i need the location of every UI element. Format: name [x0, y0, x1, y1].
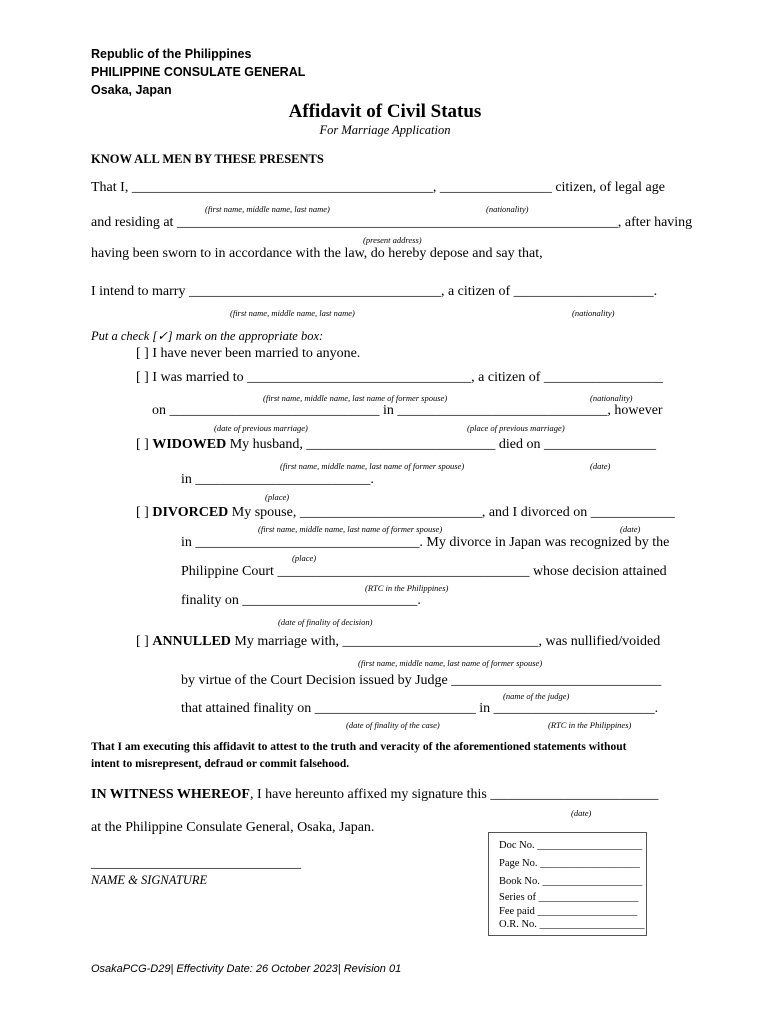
footer-text: OsakaPCG-D29| Effectivity Date: 26 October 2023| Revision 01 [91, 963, 402, 975]
divorced-label-finality: (date of finality of decision) [278, 617, 373, 627]
married-label-place: (place of previous marriage) [467, 423, 565, 433]
or-no-field[interactable]: O.R. No. ____________________ [499, 919, 645, 930]
widowed-keyword: WIDOWED [152, 437, 227, 452]
married-label-spouse: (first name, middle name, last name of former spouse) [263, 393, 448, 403]
annulled-finality-text: that attained finality on _______________________ in _______________________. [181, 701, 659, 716]
option-annulled[interactable] [136, 634, 660, 650]
witness-text [91, 787, 658, 803]
signature-line[interactable]: ______________________________ [91, 856, 301, 871]
p2-text: and residing at _______________________________________________________________, after having [91, 215, 693, 230]
annulled-keyword: ANNULLED [152, 634, 231, 649]
divorced-in-text: in ________________________________. My divorce in Japan was recognized by the [181, 535, 670, 550]
widowed-label-place: (place) [265, 492, 290, 502]
book-no-field[interactable]: Book No. ___________________ [499, 876, 643, 887]
annulled-label-rtc: (RTC in the Philippines) [548, 720, 632, 730]
divorced-label-spouse: (first name, middle name, last name of former spouse) [258, 524, 443, 534]
header-line2: PHILIPPINE CONSULATE GENERAL [91, 65, 306, 79]
witness-body: , I have hereunto affixed my signature this ________________________ [249, 787, 659, 802]
divorced-label-date: (date) [620, 524, 641, 534]
check-instruction: Put a check [✓] mark on the appropriate box: [91, 329, 324, 343]
widowed-text: My husband, ___________________________ died on ________________ [226, 437, 656, 452]
option-was-married[interactable]: [ ] I was married to ________________________________, a citizen of _________________ [136, 370, 663, 385]
divorced-text: My spouse, __________________________, and I divorced on ____________ [228, 505, 675, 520]
witness-label-date: (date) [571, 808, 592, 818]
widowed-in-text: in _________________________. [181, 472, 374, 487]
annulled-label-judge: (name of the judge) [503, 691, 570, 701]
p2-label-address: (present address) [363, 235, 422, 245]
notarial-details-box [488, 832, 647, 936]
annulled-bracket: [ ] [136, 634, 149, 649]
page-title: Affidavit of Civil Status [288, 101, 482, 122]
signature-label: NAME & SIGNATURE [91, 873, 208, 887]
divorced-label-rtc: (RTC in the Philippines) [365, 583, 449, 593]
widowed-label-date: (date) [590, 461, 611, 471]
option-widowed[interactable] [136, 437, 656, 453]
witness-location: at the Philippine Consulate General, Osaka, Japan. [91, 820, 375, 835]
p4-label-name: (first name, middle name, last name) [230, 308, 355, 318]
divorced-keyword: DIVORCED [152, 505, 229, 520]
married-label-date: (date of previous marriage) [214, 423, 308, 433]
header-line1: Republic of the Philippines [91, 47, 252, 61]
intro-heading: KNOW ALL MEN BY THESE PRESENTS [91, 152, 324, 166]
statement-line1: That I am executing this affidavit to attest to the truth and veracity of the aforementioned statements without [91, 741, 627, 753]
annulled-label-finality: (date of finality of the case) [346, 720, 440, 730]
divorced-court-text: Philippine Court ____________________________________ whose decision attained [181, 564, 667, 579]
p4-text: I intend to marry ____________________________________, a citizen of ____________________. [91, 284, 658, 299]
p1-label-name: (first name, middle name, last name) [205, 204, 330, 214]
annulled-label-spouse: (first name, middle name, last name of former spouse) [358, 658, 543, 668]
doc-no-field[interactable]: Doc No. ____________________ [499, 840, 643, 851]
married-on-text: on ______________________________ in ______________________________, however [152, 403, 663, 418]
divorced-label-place: (place) [292, 553, 317, 563]
p1-text: That I, ___________________________________________, ________________ citizen, of legal age [91, 180, 665, 195]
series-of-field[interactable]: Series of ___________________ [499, 892, 639, 903]
divorced-bracket: [ ] [136, 505, 149, 520]
page-subtitle: For Marriage Application [319, 123, 451, 137]
married-label-nationality: (nationality) [590, 393, 633, 403]
widowed-bracket: [ ] [136, 437, 149, 452]
option-divorced[interactable] [136, 505, 675, 521]
widowed-label-spouse: (first name, middle name, last name of former spouse) [280, 461, 465, 471]
p4-label-nationality: (nationality) [572, 308, 615, 318]
fee-paid-field[interactable]: Fee paid ___________________ [499, 906, 638, 917]
divorced-finality-text: finality on _________________________. [181, 593, 421, 608]
p3-text: having been sworn to in accordance with the law, do hereby depose and say that, [91, 246, 543, 261]
header-line3: Osaka, Japan [91, 83, 172, 97]
page-no-field[interactable]: Page No. ___________________ [499, 858, 640, 869]
witness-keyword: IN WITNESS WHEREOF [91, 787, 250, 802]
annulled-judge-text: by virtue of the Court Decision issued by Judge ______________________________ [181, 673, 662, 688]
annulled-text: My marriage with, ____________________________, was nullified/voided [230, 634, 661, 649]
statement-line2: intent to misrepresent, defraud or commit falsehood. [91, 758, 350, 770]
option-never-married[interactable]: [ ] I have never been married to anyone. [136, 346, 361, 361]
p1-label-nationality: (nationality) [486, 204, 529, 214]
